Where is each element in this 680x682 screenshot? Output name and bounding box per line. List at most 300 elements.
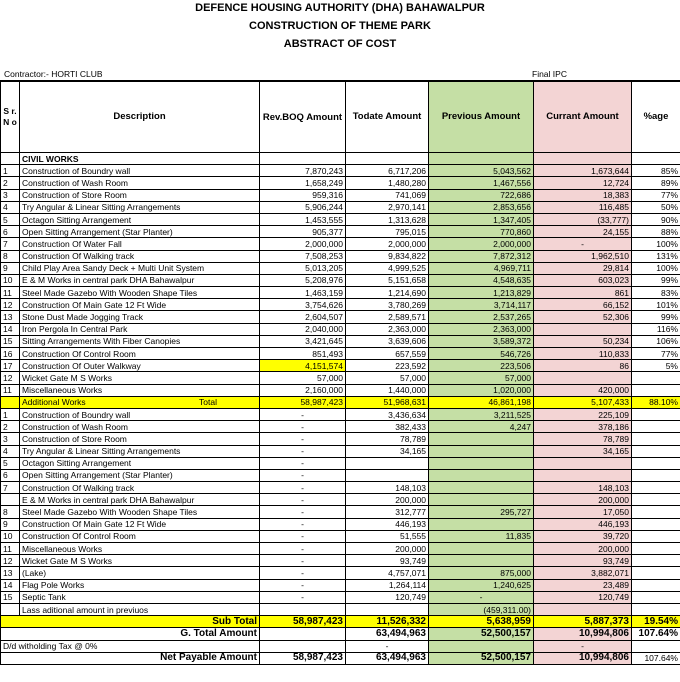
cell-description: Construction Of Water Fall bbox=[20, 238, 260, 250]
cell-todate: 657,559 bbox=[346, 348, 429, 360]
cell-percentage: 106% bbox=[632, 335, 680, 347]
table-row bbox=[1, 567, 680, 579]
cell-todate: 1,313,628 bbox=[346, 213, 429, 225]
cell-description: Open Sitting Arrangement (Star Planter) bbox=[20, 226, 260, 238]
cell-current: 93,749 bbox=[534, 555, 632, 567]
cell-todate: 4,757,071 bbox=[346, 567, 429, 579]
cell-rev-boq: - bbox=[260, 482, 346, 494]
cell-percentage: 99% bbox=[632, 274, 680, 286]
cell-todate: 2,970,141 bbox=[346, 201, 429, 213]
cell-srno: 7 bbox=[1, 238, 20, 250]
cell-previous: 7,872,312 bbox=[429, 250, 534, 262]
cell-percentage: 88.10% bbox=[632, 396, 680, 408]
cell-current: 861 bbox=[534, 287, 632, 299]
cell-description: Lass aditional amount in previuos bbox=[20, 603, 260, 615]
cell-tax-label: D/d witholding Tax @ 0% bbox=[1, 640, 260, 652]
cell-todate: 6,717,206 bbox=[346, 165, 429, 177]
cell-rev-boq: 7,508,253 bbox=[260, 250, 346, 262]
subtotal-row bbox=[1, 616, 680, 628]
table-header-row bbox=[1, 82, 680, 153]
cell-rev-boq: 5,208,976 bbox=[260, 274, 346, 286]
cell-current: 17,050 bbox=[534, 506, 632, 518]
cell-todate: 200,000 bbox=[346, 543, 429, 555]
cell-rev-boq: 1,453,555 bbox=[260, 213, 346, 225]
cell-percentage bbox=[632, 469, 680, 481]
cell-description: Construction Of Main Gate 12 Ft Wide bbox=[20, 299, 260, 311]
cell-percentage: 116% bbox=[632, 323, 680, 335]
cell-previous: 57,000 bbox=[429, 372, 534, 384]
cell-previous: 52,500,157 bbox=[429, 652, 534, 664]
cell-todate: 446,193 bbox=[346, 518, 429, 530]
cell-description: Octagon Sitting Arrangement bbox=[20, 457, 260, 469]
cell-previous: 2,363,000 bbox=[429, 323, 534, 335]
cell-srno: 3 bbox=[1, 189, 20, 201]
table-row bbox=[1, 384, 680, 396]
cell-previous: 1,347,405 bbox=[429, 213, 534, 225]
cell-description: Construction of Wash Room bbox=[20, 177, 260, 189]
cell-srno: 11 bbox=[1, 543, 20, 555]
cell-rev-boq: 1,658,249 bbox=[260, 177, 346, 189]
cell-previous: - bbox=[429, 591, 534, 603]
cell-percentage: 101% bbox=[632, 299, 680, 311]
cell-current: 5,887,373 bbox=[534, 616, 632, 628]
cell-previous bbox=[429, 494, 534, 506]
cell-current: 1,962,510 bbox=[534, 250, 632, 262]
cell-todate: 63,494,963 bbox=[346, 652, 429, 664]
cell-description: Construction Of Walking track bbox=[20, 482, 260, 494]
cell-srno: 17 bbox=[1, 360, 20, 372]
cell-percentage bbox=[632, 408, 680, 420]
tax-row bbox=[1, 640, 680, 652]
table-row bbox=[1, 238, 680, 250]
cell-percentage bbox=[632, 506, 680, 518]
cell-percentage: 89% bbox=[632, 177, 680, 189]
cell-current bbox=[534, 372, 632, 384]
cell-rev-boq: 2,040,000 bbox=[260, 323, 346, 335]
cell-current: 18,383 bbox=[534, 189, 632, 201]
cell-current: 86 bbox=[534, 360, 632, 372]
cell-description: Miscellaneous Works bbox=[20, 384, 260, 396]
cell-previous: 4,247 bbox=[429, 421, 534, 433]
cell-description: Wicket Gate M S Works bbox=[20, 372, 260, 384]
cell-percentage bbox=[632, 640, 680, 652]
table-row bbox=[1, 299, 680, 311]
cell-previous: 295,727 bbox=[429, 506, 534, 518]
cell-description: Stone Dust Made Jogging Track bbox=[20, 311, 260, 323]
cell-rev-boq: 2,604,507 bbox=[260, 311, 346, 323]
cell-current: 200,000 bbox=[534, 494, 632, 506]
cell-previous: 1,020,000 bbox=[429, 384, 534, 396]
cell-percentage: 85% bbox=[632, 165, 680, 177]
cell-rev-boq: - bbox=[260, 433, 346, 445]
report-title: DEFENCE HOUSING AUTHORITY (DHA) BAHAWALPUR bbox=[195, 2, 485, 14]
table-row bbox=[1, 408, 680, 420]
cell-todate: 2,000,000 bbox=[346, 238, 429, 250]
cell-percentage: 99% bbox=[632, 311, 680, 323]
cell-description: Construction of Store Room bbox=[20, 189, 260, 201]
cell-rev-boq: 5,906,244 bbox=[260, 201, 346, 213]
cell-percentage: 19.54% bbox=[632, 616, 680, 628]
cell-subtotal-label: Sub Total bbox=[1, 616, 260, 628]
cell-percentage bbox=[632, 530, 680, 542]
cell-todate: 1,440,000 bbox=[346, 384, 429, 396]
cell-rev-boq bbox=[260, 603, 346, 615]
cell-todate: 78,789 bbox=[346, 433, 429, 445]
cell-srno: 2 bbox=[1, 177, 20, 189]
cell-previous: 875,000 bbox=[429, 567, 534, 579]
cell-percentage bbox=[632, 482, 680, 494]
col-header-rev-boq: Rev.BOQ Amount bbox=[260, 82, 346, 153]
cell-rev-boq bbox=[260, 640, 346, 652]
report-subheading: ABSTRACT OF COST bbox=[283, 38, 397, 50]
cell-srno: 6 bbox=[1, 469, 20, 481]
table-row bbox=[1, 506, 680, 518]
cell-description: Construction Of Walking track bbox=[20, 250, 260, 262]
cell-srno: 11 bbox=[1, 287, 20, 299]
cell-previous: 2,537,265 bbox=[429, 311, 534, 323]
cell-todate: 2,363,000 bbox=[346, 323, 429, 335]
cell-current: 34,165 bbox=[534, 445, 632, 457]
cell-percentage bbox=[632, 518, 680, 530]
cell-percentage bbox=[632, 579, 680, 591]
cell-percentage bbox=[632, 591, 680, 603]
cell-previous bbox=[429, 469, 534, 481]
cell-percentage bbox=[632, 567, 680, 579]
table-row bbox=[1, 348, 680, 360]
cell-todate: 9,834,822 bbox=[346, 250, 429, 262]
cell-current: 66,152 bbox=[534, 299, 632, 311]
additional-works-label: Additional Works bbox=[22, 397, 86, 408]
cell-rev-boq: - bbox=[260, 445, 346, 457]
cell-current: - bbox=[534, 640, 632, 652]
table-row bbox=[1, 177, 680, 189]
cell-previous bbox=[429, 482, 534, 494]
cell-previous: 3,714,117 bbox=[429, 299, 534, 311]
cell-todate: 4,999,525 bbox=[346, 262, 429, 274]
cell-net-label: Net Payable Amount bbox=[1, 652, 260, 664]
cell-srno bbox=[1, 603, 20, 615]
table-row bbox=[1, 287, 680, 299]
cell-todate: 3,436,634 bbox=[346, 408, 429, 420]
cell-srno: 9 bbox=[1, 518, 20, 530]
cell-srno: 12 bbox=[1, 555, 20, 567]
cell-previous: 223,506 bbox=[429, 360, 534, 372]
cell-description: Steel Made Gazebo With Wooden Shape Tiles bbox=[20, 506, 260, 518]
cell-todate: 93,749 bbox=[346, 555, 429, 567]
grand-total-row bbox=[1, 628, 680, 640]
cell-todate: 741,069 bbox=[346, 189, 429, 201]
cell-description: Construction Of Control Room bbox=[20, 530, 260, 542]
cell-current: 24,155 bbox=[534, 226, 632, 238]
cell-current: 110,833 bbox=[534, 348, 632, 360]
cell-srno: 8 bbox=[1, 506, 20, 518]
cell-todate bbox=[346, 469, 429, 481]
table-row bbox=[1, 165, 680, 177]
cell-description: Septic Tank bbox=[20, 591, 260, 603]
contractor-label: Contractor:- HORTI CLUB bbox=[4, 69, 103, 79]
col-header-current: Currant Amount bbox=[534, 82, 632, 153]
cell-percentage: 100% bbox=[632, 262, 680, 274]
cell-todate: 5,151,658 bbox=[346, 274, 429, 286]
cell-current: - bbox=[534, 238, 632, 250]
cell-description: Steel Made Gazebo With Wooden Shape Tiles bbox=[20, 287, 260, 299]
table-row bbox=[1, 250, 680, 262]
cell-srno: 7 bbox=[1, 482, 20, 494]
cell-srno: 13 bbox=[1, 567, 20, 579]
cell-todate: - bbox=[346, 640, 429, 652]
cell-current: 12,724 bbox=[534, 177, 632, 189]
cell-description: Construction Of Outer Walkway bbox=[20, 360, 260, 372]
cell-rev-boq: 58,987,423 bbox=[260, 616, 346, 628]
cell-todate: 51,968,631 bbox=[346, 396, 429, 408]
final-ipc-label: Final IPC bbox=[532, 69, 567, 79]
cell-percentage bbox=[632, 433, 680, 445]
cell-current: 10,994,806 bbox=[534, 628, 632, 640]
cell-current bbox=[534, 603, 632, 615]
cell-description: Miscellaneous Works bbox=[20, 543, 260, 555]
cell-srno: 2 bbox=[1, 421, 20, 433]
cell-previous: 46,861,198 bbox=[429, 396, 534, 408]
cell-percentage: 107.64% bbox=[632, 628, 680, 640]
cell-srno: 5 bbox=[1, 457, 20, 469]
cell-rev-boq: 851,493 bbox=[260, 348, 346, 360]
cell-srno: 12 bbox=[1, 299, 20, 311]
cell-description bbox=[20, 396, 260, 408]
cell-todate: 51,555 bbox=[346, 530, 429, 542]
cell-description: E & M Works in central park DHA Bahawalpur bbox=[20, 494, 260, 506]
cell-todate: 382,433 bbox=[346, 421, 429, 433]
cell-current bbox=[534, 469, 632, 481]
cell-percentage bbox=[632, 494, 680, 506]
cell-todate: 63,494,963 bbox=[346, 628, 429, 640]
net-payable-row bbox=[1, 652, 680, 664]
cell-current: 1,673,644 bbox=[534, 165, 632, 177]
cell-description: Construction of Boundry wall bbox=[20, 165, 260, 177]
cell-todate: 3,639,606 bbox=[346, 335, 429, 347]
cell-percentage: 100% bbox=[632, 238, 680, 250]
cell-description: Construction Of Main Gate 12 Ft Wide bbox=[20, 518, 260, 530]
cell-rev-boq: 58,987,423 bbox=[260, 652, 346, 664]
cell-current bbox=[534, 457, 632, 469]
cell-todate: 3,780,269 bbox=[346, 299, 429, 311]
cell-rev-boq: - bbox=[260, 543, 346, 555]
table-row bbox=[1, 226, 680, 238]
cell-current: 78,789 bbox=[534, 433, 632, 445]
cell-srno: 10 bbox=[1, 274, 20, 286]
additional-works-row bbox=[1, 396, 680, 408]
cell-srno: 10 bbox=[1, 530, 20, 542]
cell-rev-boq: 4,151,574 bbox=[260, 360, 346, 372]
cell-rev-boq: 3,421,645 bbox=[260, 335, 346, 347]
table-row bbox=[1, 433, 680, 445]
cell-srno: 12 bbox=[1, 372, 20, 384]
cell-current: 39,720 bbox=[534, 530, 632, 542]
cell-percentage bbox=[632, 445, 680, 457]
cell-todate bbox=[346, 603, 429, 615]
cell-percentage bbox=[632, 543, 680, 555]
cell-previous: 4,969,711 bbox=[429, 262, 534, 274]
cell-current bbox=[534, 323, 632, 335]
cell-srno bbox=[1, 494, 20, 506]
cell-rev-boq: 959,316 bbox=[260, 189, 346, 201]
table-row bbox=[1, 543, 680, 555]
cell-current: 3,882,071 bbox=[534, 567, 632, 579]
cell-rev-boq: - bbox=[260, 518, 346, 530]
cell-rev-boq: 58,987,423 bbox=[260, 396, 346, 408]
table-row bbox=[1, 555, 680, 567]
table-row bbox=[1, 189, 680, 201]
cell-previous: 1,213,829 bbox=[429, 287, 534, 299]
cell-description: Wicket Gate M S Works bbox=[20, 555, 260, 567]
table-row bbox=[1, 421, 680, 433]
cell-previous bbox=[429, 518, 534, 530]
table-row bbox=[1, 469, 680, 481]
cell-previous: 5,043,562 bbox=[429, 165, 534, 177]
cell-rev-boq: 905,377 bbox=[260, 226, 346, 238]
table-row bbox=[1, 201, 680, 213]
cell-srno: 6 bbox=[1, 226, 20, 238]
cell-current: 200,000 bbox=[534, 543, 632, 555]
cell-description: E & M Works in central park DHA Bahawalpur bbox=[20, 274, 260, 286]
cell-percentage: 5% bbox=[632, 360, 680, 372]
cell-srno: 1 bbox=[1, 408, 20, 420]
cell-current: 116,485 bbox=[534, 201, 632, 213]
cell-description: Child Play Area Sandy Deck + Multi Unit System bbox=[20, 262, 260, 274]
table-row bbox=[1, 494, 680, 506]
cell-todate: 312,777 bbox=[346, 506, 429, 518]
cell-srno: 14 bbox=[1, 579, 20, 591]
cell-srno: 13 bbox=[1, 311, 20, 323]
table-row bbox=[1, 335, 680, 347]
cell-todate bbox=[346, 457, 429, 469]
cell-todate: 11,526,332 bbox=[346, 616, 429, 628]
cell-todate: 120,749 bbox=[346, 591, 429, 603]
cell-percentage bbox=[632, 372, 680, 384]
cell-grand-total-label: G. Total Amount bbox=[1, 628, 260, 640]
cell-todate: 34,165 bbox=[346, 445, 429, 457]
cell-previous bbox=[429, 555, 534, 567]
cell-percentage: 77% bbox=[632, 189, 680, 201]
cell-percentage bbox=[632, 421, 680, 433]
cell-rev-boq: - bbox=[260, 494, 346, 506]
table-row bbox=[1, 518, 680, 530]
cell-rev-boq: 2,160,000 bbox=[260, 384, 346, 396]
cell-description: Sitting Arrangements With Fiber Canopies bbox=[20, 335, 260, 347]
cell-current: 52,306 bbox=[534, 311, 632, 323]
table-row bbox=[1, 579, 680, 591]
cell-current: 29,814 bbox=[534, 262, 632, 274]
cell-previous: 770,860 bbox=[429, 226, 534, 238]
cell-srno: 5 bbox=[1, 213, 20, 225]
cell-rev-boq: 1,463,159 bbox=[260, 287, 346, 299]
total-label: Total bbox=[199, 397, 217, 408]
cell-description: Open Sitting Arrangement (Star Planter) bbox=[20, 469, 260, 481]
cell-current: 50,234 bbox=[534, 335, 632, 347]
table-row bbox=[1, 530, 680, 542]
cell-rev-boq: 2,000,000 bbox=[260, 238, 346, 250]
cell-todate: 223,592 bbox=[346, 360, 429, 372]
cell-current: 420,000 bbox=[534, 384, 632, 396]
cell-current: 446,193 bbox=[534, 518, 632, 530]
cell-rev-boq: - bbox=[260, 530, 346, 542]
cell-todate: 1,214,690 bbox=[346, 287, 429, 299]
cell-percentage: 131% bbox=[632, 250, 680, 262]
cell-current: 5,107,433 bbox=[534, 396, 632, 408]
table-row bbox=[1, 603, 680, 615]
cell-srno: 3 bbox=[1, 433, 20, 445]
cell-srno: 9 bbox=[1, 262, 20, 274]
cell-srno: 4 bbox=[1, 445, 20, 457]
cell-rev-boq: 5,013,205 bbox=[260, 262, 346, 274]
table-row bbox=[1, 372, 680, 384]
cell-todate: 2,589,571 bbox=[346, 311, 429, 323]
cell-previous: (459,311.00) bbox=[429, 603, 534, 615]
table-row bbox=[1, 482, 680, 494]
cell-todate: 200,000 bbox=[346, 494, 429, 506]
table-row bbox=[1, 360, 680, 372]
cell-rev-boq: - bbox=[260, 408, 346, 420]
cell-rev-boq bbox=[260, 628, 346, 640]
cell-previous: 52,500,157 bbox=[429, 628, 534, 640]
col-header-percentage: %age bbox=[632, 82, 680, 153]
table-row bbox=[1, 445, 680, 457]
cell-current: 378,186 bbox=[534, 421, 632, 433]
report-subtitle: CONSTRUCTION OF THEME PARK bbox=[249, 20, 431, 32]
cell-description: Construction of Wash Room bbox=[20, 421, 260, 433]
cell-todate: 148,103 bbox=[346, 482, 429, 494]
cell-description: Iron Pergola In Central Park bbox=[20, 323, 260, 335]
cell-current: 10,994,806 bbox=[534, 652, 632, 664]
cell-percentage bbox=[632, 384, 680, 396]
table-row bbox=[1, 323, 680, 335]
cell-current: 148,103 bbox=[534, 482, 632, 494]
cell-rev-boq: - bbox=[260, 591, 346, 603]
cell-description: Octagon Sitting Arrangement bbox=[20, 213, 260, 225]
cell-rev-boq: - bbox=[260, 469, 346, 481]
cell-description: Construction of Store Room bbox=[20, 433, 260, 445]
cell-previous bbox=[429, 445, 534, 457]
cell-srno: 15 bbox=[1, 335, 20, 347]
cell-description: Try Angular & Linear Sitting Arrangements bbox=[20, 445, 260, 457]
cell-previous: 2,853,656 bbox=[429, 201, 534, 213]
table-row bbox=[1, 591, 680, 603]
cell-current: (33,777) bbox=[534, 213, 632, 225]
cell-description: Flag Pole Works bbox=[20, 579, 260, 591]
cell-rev-boq: 57,000 bbox=[260, 372, 346, 384]
cell-srno: 11 bbox=[1, 384, 20, 396]
cell-previous: 3,211,525 bbox=[429, 408, 534, 420]
cell-percentage: 83% bbox=[632, 287, 680, 299]
cell-rev-boq: - bbox=[260, 555, 346, 567]
cell-rev-boq: - bbox=[260, 457, 346, 469]
cell-previous bbox=[429, 543, 534, 555]
cell-rev-boq: - bbox=[260, 567, 346, 579]
meta-row bbox=[0, 68, 680, 81]
cell-percentage bbox=[632, 603, 680, 615]
section-title: CIVIL WORKS bbox=[20, 153, 260, 165]
cell-srno: 8 bbox=[1, 250, 20, 262]
cell-todate: 57,000 bbox=[346, 372, 429, 384]
cell-percentage bbox=[632, 555, 680, 567]
cell-percentage: 107.64% bbox=[632, 652, 680, 664]
cell-rev-boq: - bbox=[260, 506, 346, 518]
cell-percentage: 88% bbox=[632, 226, 680, 238]
section-row-civil bbox=[1, 153, 680, 165]
table-row bbox=[1, 213, 680, 225]
cell-rev-boq: - bbox=[260, 421, 346, 433]
cell-description: Construction Of Control Room bbox=[20, 348, 260, 360]
cell-previous bbox=[429, 640, 534, 652]
